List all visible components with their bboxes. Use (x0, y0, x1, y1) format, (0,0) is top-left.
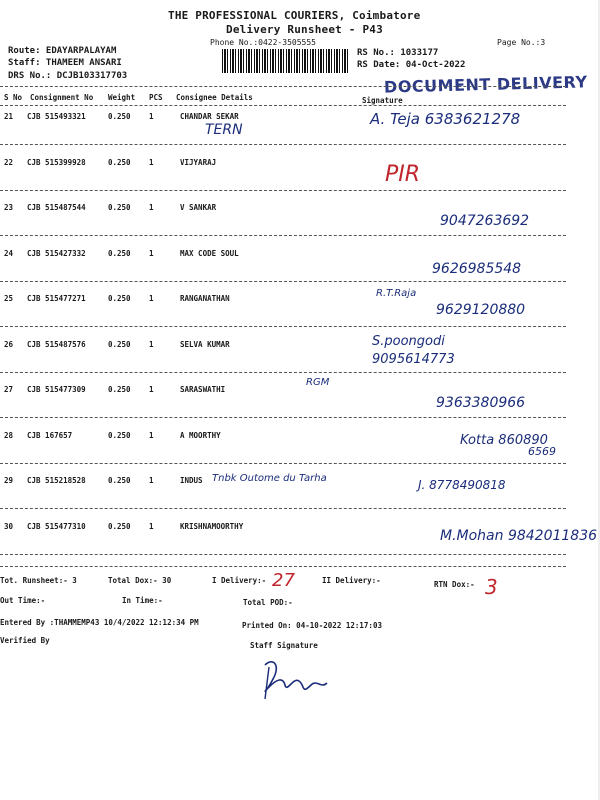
document-title: Delivery Runsheet - P43 (226, 23, 383, 36)
column-consignee: Consignee Details (176, 93, 253, 102)
rtn-dox-value: 3 (485, 575, 498, 599)
row-sno: 26 (4, 339, 14, 349)
row-consignment: CJB 515399928 (27, 157, 86, 167)
i-delivery-label: I Delivery:- (212, 576, 267, 585)
column-weight: Weight (108, 93, 136, 102)
i-delivery-value: 27 (272, 570, 295, 591)
row-weight: 0.250 (108, 112, 131, 121)
row-sno: 29 (4, 476, 14, 485)
row-weight: 0.250 (108, 339, 131, 349)
row-signature-handwritten: 9626985548 (432, 260, 522, 277)
row-signature-handwritten: M.Mohan 9842011836 (440, 527, 598, 544)
route: Route: EDAYARPALAYAM (8, 46, 117, 56)
document-delivery-stamp: DOCUMENT DELIVERY (383, 72, 588, 97)
row-weight: 0.250 (108, 521, 131, 531)
row-weight: 0.250 (108, 294, 131, 303)
row-consignment: CJB 167657 (27, 430, 73, 440)
row-consignee: SELVA KUMAR (180, 339, 230, 349)
row-sno: 24 (4, 248, 14, 258)
row-consignee: INDUS (180, 476, 203, 485)
row-consignment: CJB 515477309 (27, 385, 86, 394)
row-divider (0, 372, 566, 373)
column-signature: Signature (362, 96, 403, 105)
row-signature-handwritten: Kotta 860890 (460, 432, 548, 448)
entered-by: Entered By :THAMMEMP43 10/4/2022 12:12:34 PM (0, 618, 199, 627)
total-pod: Total POD:- (243, 598, 293, 607)
row-consignment: CJB 515477271 (27, 294, 86, 303)
staff-signature-label: Staff Signature (250, 641, 318, 650)
row-pcs: 1 (149, 157, 154, 167)
row-signature-extra: 6569 (528, 444, 556, 458)
row-pcs: 1 (149, 430, 154, 440)
row-signature-handwritten: PIR (385, 161, 421, 187)
printed-on: Printed On: 04-10-2022 12:17:03 (242, 621, 382, 630)
row-consignee: MAX CODE SOUL (180, 248, 239, 258)
row-divider (0, 281, 566, 282)
row-note-handwritten: Tnbk Outome du Tarha (212, 473, 327, 484)
phone-number: Phone No.:0422-3505555 (210, 38, 316, 47)
row-divider (0, 235, 566, 236)
row-divider (0, 508, 566, 509)
row-signature-extra: 9095614773 (372, 351, 455, 367)
row-sno: 30 (4, 521, 14, 531)
row-signature-handwritten: 9047263692 (440, 213, 530, 229)
barcode-image (222, 49, 350, 73)
row-sno: 21 (4, 112, 14, 121)
out-time: Out Time:- (0, 596, 46, 605)
row-divider (0, 326, 566, 327)
total-dox: Total Dox:- 30 (108, 576, 172, 585)
row-sno: 22 (4, 157, 14, 167)
row-pcs: 1 (149, 203, 154, 212)
row-signature-handwritten: 9363380966 (436, 395, 526, 411)
drs-number: DRS No.: DCJB103317703 (8, 71, 128, 81)
row-pcs: 1 (149, 385, 154, 394)
row-signature-extra: RGM (306, 377, 330, 388)
staff-name: Staff: THAMEEM ANSARI (8, 58, 122, 68)
row-divider (0, 417, 566, 418)
row-consignee: VIJYARAJ (180, 157, 217, 167)
row-weight: 0.250 (108, 248, 131, 258)
row-consignment: CJB 515427332 (27, 248, 86, 258)
row-consignee: A MOORTHY (180, 430, 221, 440)
row-weight: 0.250 (108, 476, 131, 485)
row-divider (0, 463, 566, 464)
row-consignment: CJB 515493321 (27, 112, 86, 121)
row-consignment: CJB 515218528 (27, 476, 86, 485)
row-signature-handwritten: 9629120880 (436, 302, 526, 318)
header-divider-bottom (0, 105, 566, 106)
row-weight: 0.250 (108, 385, 131, 394)
row-divider (0, 144, 566, 145)
column-sno: S No (4, 93, 23, 102)
row-consignee: SARASWATHI (180, 385, 226, 394)
row-consignee: CHANDAR SEKAR (180, 112, 239, 121)
row-signature-handwritten: J. 8778490818 (418, 478, 506, 492)
row-pcs: 1 (149, 294, 154, 303)
row-consignment: CJB 515487544 (27, 203, 86, 212)
row-signature-handwritten: S.poongodi (372, 333, 445, 349)
row-signature-handwritten: A. Teja 6383621278 (370, 110, 521, 128)
row-weight: 0.250 (108, 203, 131, 212)
row-sno: 28 (4, 430, 14, 440)
ii-delivery-label: II Delivery:- (322, 576, 381, 585)
row-weight: 0.250 (108, 430, 131, 440)
row-pcs: 1 (149, 521, 154, 531)
row-divider (0, 554, 566, 555)
header-divider-top (0, 86, 566, 87)
row-consignee: RANGANATHAN (180, 294, 230, 303)
row-weight: 0.250 (108, 157, 131, 167)
staff-signature-scribble (255, 655, 335, 705)
rtn-dox-label: RTN Dox:- (434, 580, 475, 589)
row-sno: 25 (4, 294, 14, 303)
row-consignment: CJB 515477310 (27, 521, 86, 531)
row-consignee: KRISHNAMOORTHY (180, 521, 244, 531)
column-consignment: Consignment No (30, 93, 94, 102)
row-consignment: CJB 515487576 (27, 339, 86, 349)
row-signature-extra: TERN (205, 122, 243, 138)
footer-divider (0, 566, 566, 567)
verified-by: Verified By (0, 636, 50, 645)
row-pcs: 1 (149, 339, 154, 349)
row-divider (0, 190, 566, 191)
row-pcs: 1 (149, 248, 154, 258)
rs-date: RS Date: 04-Oct-2022 (357, 60, 466, 70)
in-time: In Time:- (122, 596, 163, 605)
row-sno: 23 (4, 203, 14, 212)
row-pcs: 1 (149, 112, 154, 121)
rs-number: RS No.: 1033177 (357, 48, 439, 58)
row-pcs: 1 (149, 476, 154, 485)
row-signature-extra: R.T.Raja (376, 288, 417, 299)
company-name: THE PROFESSIONAL COURIERS, Coimbatore (168, 9, 421, 22)
row-sno: 27 (4, 385, 14, 394)
column-pcs: PCS (149, 93, 163, 102)
row-consignee: V SANKAR (180, 203, 217, 212)
total-runsheet: Tot. Runsheet:- 3 (0, 576, 77, 585)
page-number: Page No.:3 (497, 38, 546, 47)
